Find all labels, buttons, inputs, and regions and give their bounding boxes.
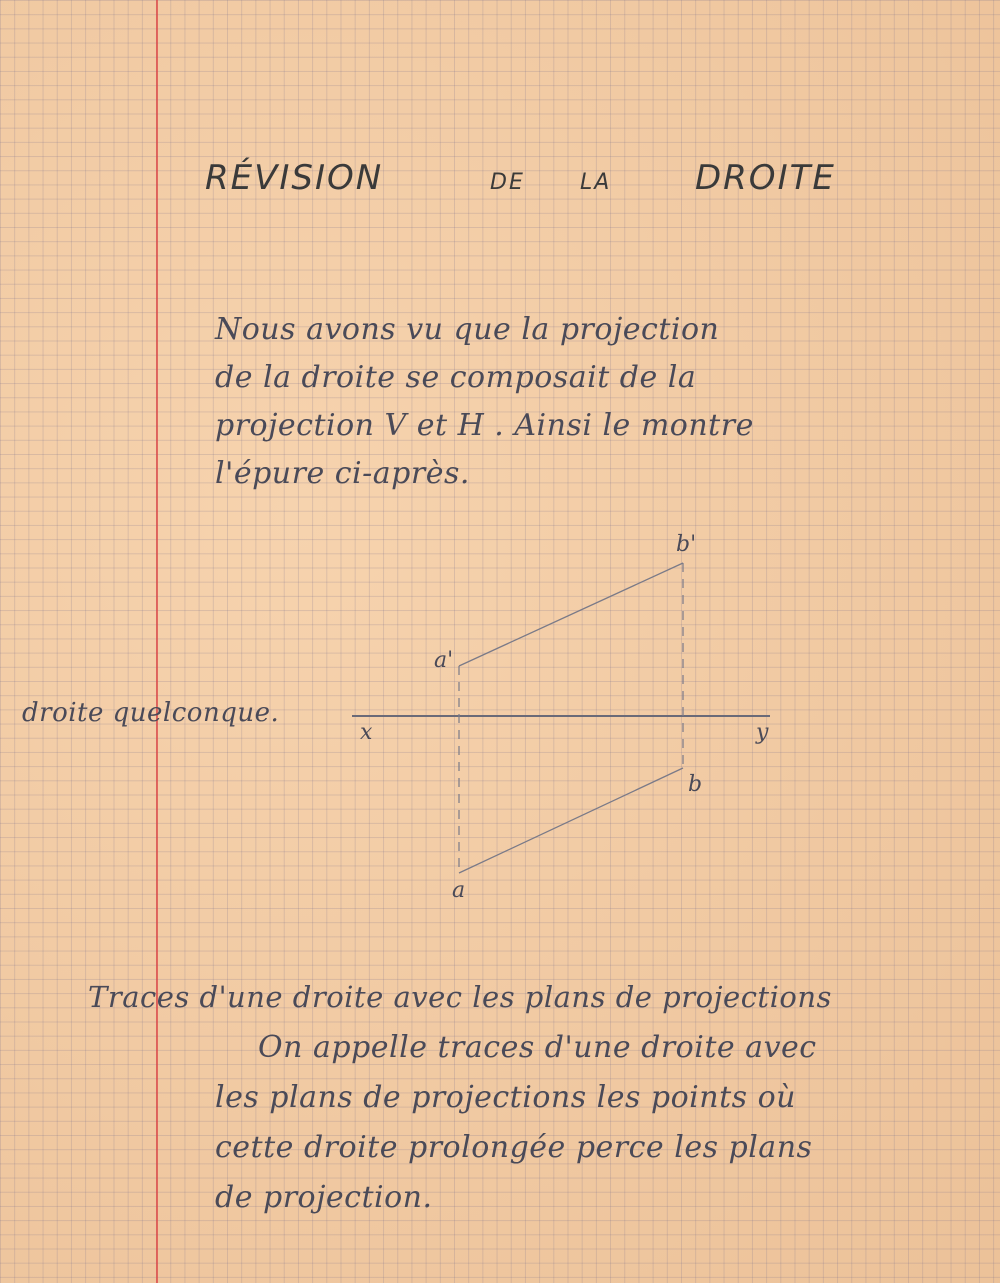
intro-line-4: l'épure ci-après. (215, 456, 470, 491)
traces-line-3: cette droite prolongée perce les plans (215, 1130, 813, 1165)
label-a-prime: a' (434, 648, 454, 673)
label-x: x (360, 720, 373, 745)
side-note: droite quelconque. (22, 698, 280, 728)
traces-heading: Traces d'une droite avec les plans de projections (88, 980, 832, 1014)
label-a: a (452, 878, 466, 903)
title-word-de: DE (490, 170, 525, 195)
traces-line-1: On appelle traces d'une droite avec (258, 1030, 817, 1065)
projection-v (459, 563, 683, 666)
title-word-la: LA (580, 170, 612, 195)
label-b-prime: b' (676, 532, 697, 557)
label-y: y (756, 720, 769, 745)
projection-h (459, 768, 683, 873)
intro-line-3: projection V et H . Ainsi le montre (215, 408, 754, 443)
traces-line-2: les plans de projections les points où (215, 1080, 796, 1115)
label-b: b (688, 772, 703, 797)
title-word-revision: RÉVISION (205, 158, 384, 198)
intro-line-2: de la droite se composait de la (215, 360, 697, 395)
title-word-droite: DROITE (695, 158, 836, 198)
traces-line-4: de projection. (215, 1180, 433, 1215)
intro-line-1: Nous avons vu que la projection (215, 312, 720, 347)
